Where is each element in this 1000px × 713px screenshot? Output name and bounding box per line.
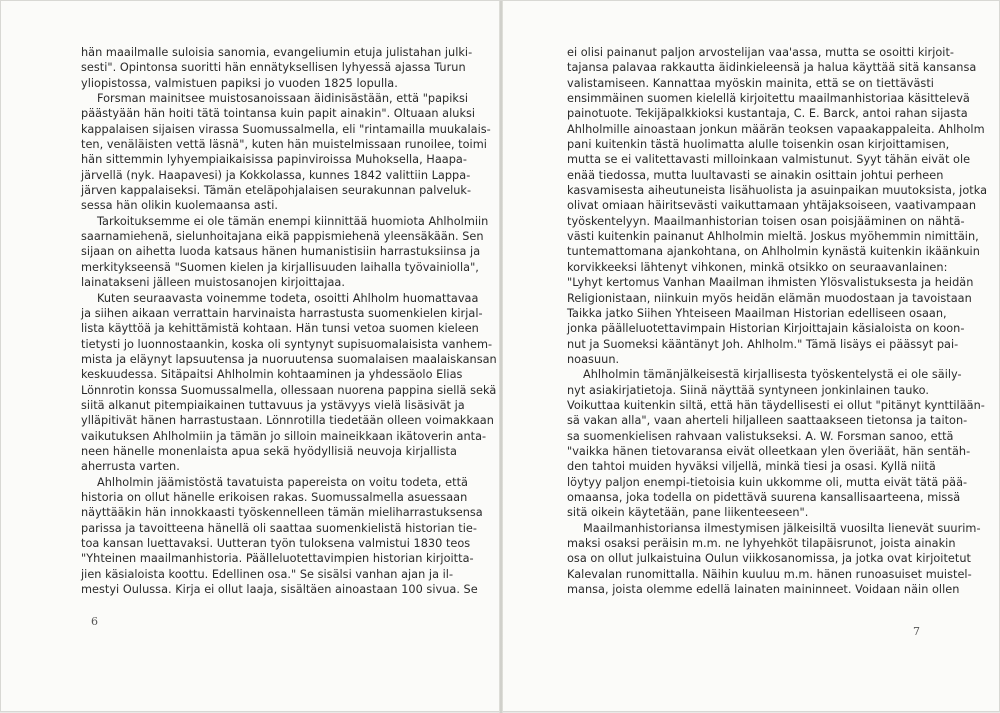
text-line: mansa, joista olemme edellä lainaten maininneet. Voidaan näin ollen <box>567 583 960 597</box>
text-line: korvikkeeksi lähtenyt vihkonen, minkä otsikko on seuraavanlainen: <box>567 260 948 274</box>
text-line: mista ja eläynyt lapsuutensa ja nuoruutensa suomalaisen maalaiskansan <box>81 352 497 366</box>
text-line: tietysti jo luonnostaankin, koska oli syntynyt supisuomalaisista vanhem- <box>81 337 493 351</box>
text-line: ten, venäläisten vettä läsnä", kuten hän muistelmissaan runoilee, toimi <box>81 138 487 152</box>
text-line: työskentelyyn. Maailmanhistorian toisen osan poisjääminen on nähtä- <box>567 214 965 228</box>
text-line: ylläpitivät hänen harrastustaan. Lönnrotilla tiedetään olleen voimakkaan <box>81 414 494 428</box>
text-line: "vaikka hänen tietovaransa eivät olleetkaan ylen överiäät, hän sentäh- <box>567 444 971 458</box>
text-line: nyt asiakirjatietoja. Siinä näyttää syntyneen jonkinlainen tauko. <box>567 383 929 397</box>
text-line: lista käyttöä ja kehittämistä kohtaan. Hän tunsi vetoa suomen kieleen <box>81 322 479 336</box>
text-line: Ahlholmin jäämistöstä tavatuista papereista on voitu todeta, että <box>97 475 468 489</box>
text-line: ja siihen aikaan verrattain harvinaista harrastusta suomenkielen kirjal- <box>81 306 483 320</box>
text-line: västi kuitenkin painanut Ahlholmin mieltä. Joskus myöhemmin nimittäin, <box>567 230 979 244</box>
text-line: hän maailmalle suloisia sanomia, evangeliumin etuja julistahan julki- <box>81 46 473 59</box>
text-line: näyttääkin hän innokkaasti työskennelleen tämän mieliharrastuksensa <box>81 506 483 520</box>
text-line: ei olisi painanut paljon arvostelijan vaa'assa, mutta se osoitti kirjoit- <box>567 46 955 59</box>
text-line: Kuten seuraavasta voinemme todeta, osoitti Ahlholm huomattavaa <box>97 291 479 305</box>
text-line: hän sittemmin lyhyempiaikaisissa papinviroissa Muhoksella, Haapa- <box>81 153 467 167</box>
text-line: sitä oikein käytetään, pane liikenteeseen". <box>567 506 809 520</box>
text-line: Taikka jatko Siihen Yhteiseen Maailman Historian edelliseen osaan, <box>567 306 947 320</box>
text-line: tajansa palavaa rakkautta äidinkieleensä ja halua käyttää sitä kansansa <box>567 61 977 75</box>
text-line: historia on ollut hänelle erikoisen rakas. Suomussalmella asuessaan <box>81 490 468 504</box>
text-line: sessa hän olikin kuolemaansa asti. <box>81 199 278 213</box>
text-line: järven kappalaiseksi. Tämän eteläpohjalaisen seurakunnan palveluk- <box>81 184 472 198</box>
text-line: kappalaisen sijaisen virassa Suomussalmella, eli "rintamailla muukalais- <box>81 122 491 136</box>
text-line: yliopistossa, valmistuen papiksi jo vuoden 1825 lopulla. <box>81 76 398 90</box>
text-line: jonka päälleluotettavimpain Historian Kirjoittajain käsialoista on koon- <box>567 322 965 336</box>
text-line: Kalevalan runomittalla. Näihin kuuluu m.m. hänen runoasuiset muistel- <box>567 567 972 581</box>
text-line: Ahlholmin tämänjälkeisestä kirjallisesta työskentelystä ei ole säily- <box>583 368 962 382</box>
text-line: toa kansan luettavaksi. Uutteran työn tuloksena valmistui 1830 teos <box>81 537 471 550</box>
right-page-text <box>567 45 988 597</box>
text-line: parissa ja tavoitteena hänellä oli saattaa suomenkielistä historian tie- <box>81 521 477 535</box>
text-line: olivat omiaan häiritsevästi vaikuttamaan yhtäjaksoiseen, vaativampaan <box>567 199 977 213</box>
text-line: mestyi Oulussa. Kirja ei ollut laaja, sisältäen ainoastaan 100 sivua. Se <box>81 583 478 597</box>
text-line: kasvamisesta aiheutuneista lisähuolista ja asuinpaikan muutoksista, jotka <box>567 184 988 198</box>
text-line: lainatakseni jälleen muistosanojen kirjoittajaa. <box>81 276 345 290</box>
text-line: vaikutuksen Ahlholmiin ja tämän jo silloin maineikkaan ikätoverin anta- <box>81 429 487 443</box>
text-line: Tarkoituksemme ei ole tämän enempi kiinnittää huomiota Ahlholmiin <box>97 214 489 228</box>
text-line: "Lyhyt kertomus Vanhan Maailman ihmisten Ylösvalistuksesta ja heidän <box>567 276 974 290</box>
text-line: neen hänelle monenlaista apua sekä hyödyllisiä neuvoja kirjallista <box>81 444 457 458</box>
text-line: siitä alkanut pitempiaikainen tuttavuus ja ystävyys vielä lisäsivät ja <box>81 398 465 412</box>
text-line: "Yhteinen maailmanhistoria. Päälleluotettavimpien historian kirjoitta- <box>81 552 474 566</box>
text-line: Maailmanhistoriansa ilmestymisen jälkeisiltä vuosilta lienevät suurim- <box>583 521 981 535</box>
text-line: valistamiseen. Kannattaa myöskin mainita, että se on tiettävästi <box>567 76 934 90</box>
text-line: Lönnrotin konssa Suomussalmella, ollessaan nuorena pappina siellä sekä <box>81 383 497 397</box>
book-gutter <box>499 1 503 713</box>
text-line: tuntemattomana ajankohtana, on Ahlholmin kynästä kuitenkin ikäänkuin <box>567 245 980 259</box>
text-line: maksi osaksi peräisin m.m. ne lyhyehköt tilapäisrunot, joista ainakin <box>567 537 956 550</box>
text-line: noasuun. <box>567 352 620 366</box>
left-page-number: 6 <box>91 615 98 628</box>
text-line: sä vakan alla", vaan aherteli hiljalleen saattaakseen tietonsa ja taiton- <box>567 414 968 428</box>
right-page <box>567 45 988 597</box>
text-line: päästyään hän hoiti tätä tointansa kuin papit ainakin". Oltuaan aluksi <box>81 107 476 121</box>
text-line: Forsman mainitsee muistosanoissaan äidinisästään, että "papiksi <box>97 92 469 106</box>
text-line: pani kuitenkin tästä huolimatta alulle toisenkin osan kirjoittamisen, <box>567 138 950 152</box>
left-page <box>81 45 497 597</box>
text-line: osa on ollut julkaistuina Oulun viikkosanomissa, ja jotka ovat kirjoitetut <box>567 552 971 566</box>
text-line: jien käsialoista koottu. Edellinen osa." Se sisälsi vanhan ajan ja il- <box>81 567 454 581</box>
text-line: Ahlholmille ainoastaan jonkun määrän teoksen vapaakappaleita. Ahlholm <box>567 122 985 136</box>
text-line: löytyy paljon enempi-tietoisia kuin ukkomme oli, mutta eivät tätä pää- <box>567 475 968 489</box>
text-line: nut ja Suomeksi kääntänyt Joh. Ahlholm." Tämä lisäys ei päässyt pai- <box>567 337 959 351</box>
text-line: sijaan on aihetta luoda katsaus hänen humanistisiin harrastuksiinsa ja <box>81 245 481 259</box>
text-line: saarnamiehenä, sielunhoitajana eikä pappismiehenä yleensäkään. Sen <box>81 230 484 244</box>
text-line: Religionistaan, niinkuin myös heidän elämän muodostaan ja tavoistaan <box>567 291 972 305</box>
text-line: Voikuttaa kuitenkin siltä, että hän täydellisesti ei ollut "pitänyt kynttilään- <box>567 398 985 412</box>
text-line: painotuote. Tekijäpalkkioksi kustantaja, C. E. Barck, antoi rahan sijasta <box>567 107 968 121</box>
text-line: omaansa, joka todella on pidettävä suurena kansallisaarteena, missä <box>567 490 961 504</box>
text-line: ensimmäinen suomen kielellä kirjoitettu maailmanhistoriaa käsittelevä <box>567 92 970 106</box>
left-page-text <box>81 45 497 597</box>
text-line: den tahtoi muiden hyväksi viljellä, minkä tiesi ja osasi. Kyllä niitä <box>567 460 936 474</box>
text-line: sa suomenkielisen rahvaan valistukseksi. A. W. Forsman sanoo, että <box>567 429 954 443</box>
right-page-number: 7 <box>913 625 920 638</box>
text-line: merkitykseensä "Suomen kielen ja kirjallisuuden laihalla työvainiolla", <box>81 260 479 274</box>
text-line: aherrusta varten. <box>81 460 180 474</box>
text-line: keskuudessa. Sitäpaitsi Ahlholmin kohtaaminen ja yhdessäolo Elias <box>81 368 463 382</box>
text-line: järvellä (nyk. Haapavesi) ja Kokkolassa, kunnes 1842 valittiin Lappa- <box>81 168 471 182</box>
text-line: sesti". Opintonsa suoritti hän ennätyksellisen lyhyessä ajassa Turun <box>81 61 466 75</box>
text-line: mutta se ei valitettavasti milloinkaan valmistunut. Syyt tähän eivät ole <box>567 153 971 167</box>
text-line: enää tiedossa, mutta luultavasti se ainakin osittain johtui perheen <box>567 168 944 182</box>
